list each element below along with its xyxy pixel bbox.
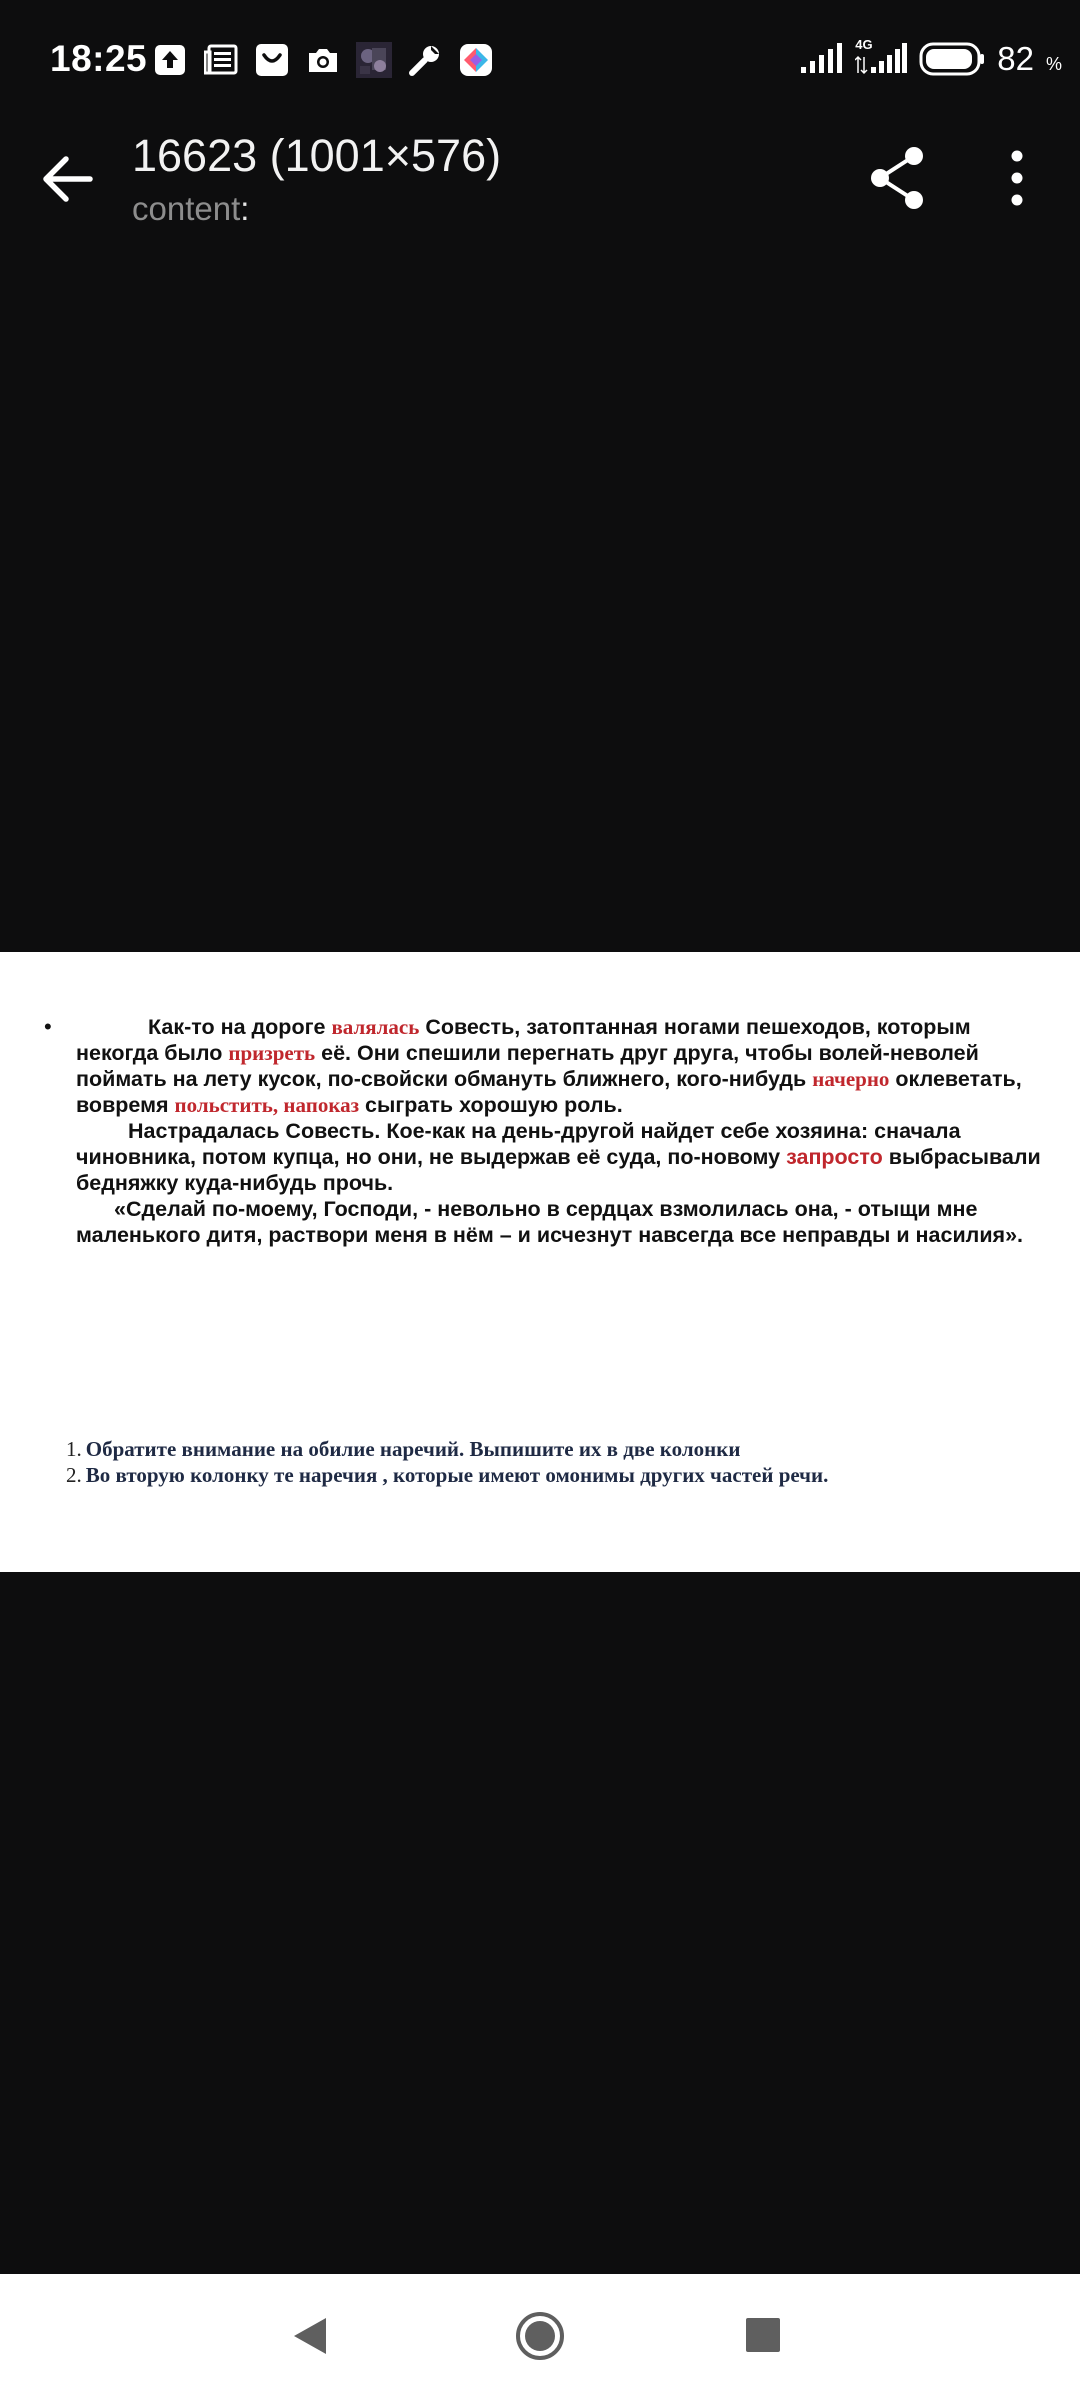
system-navigation-bar xyxy=(0,2274,1080,2400)
adverb-highlight: запросто xyxy=(786,1145,883,1169)
image-viewer-content[interactable] xyxy=(0,952,1080,1572)
upload-icon xyxy=(152,42,188,78)
status-bar xyxy=(0,0,1080,120)
camera-icon xyxy=(305,42,341,78)
adverb-highlight: валялась xyxy=(331,1015,420,1039)
circle-home-icon xyxy=(514,2310,566,2362)
clock: 18:25 xyxy=(50,38,148,79)
paragraph-1: Как-то на дороге валялась Совесть, затоптанная ногами пешеходов, которым некогда было призреть её. Они спешили перегнать друг друга, чтобы волей-неволей поймать на лету кусок, по-свойски обмануть ближнего, кого-нибудь начерно оклеветать, вовремя польстить, напоказ сыграть хорошую роль. xyxy=(76,1015,1022,1117)
nav-back-button[interactable] xyxy=(290,2314,330,2363)
more-options-button[interactable] xyxy=(1000,148,1034,208)
document-text xyxy=(76,1014,1056,1248)
app-bar xyxy=(0,120,1080,240)
signal-4g-icon: 4G xyxy=(855,41,907,77)
news-icon xyxy=(203,42,239,78)
battery-percent-sign: % xyxy=(1045,53,1062,74)
status-right xyxy=(799,37,1062,78)
image-title: 16623 (1001×576) xyxy=(132,130,502,181)
share-icon xyxy=(868,146,926,210)
wrench-icon xyxy=(407,42,443,78)
adverb-highlight: начерно xyxy=(812,1067,890,1091)
more-vert-icon xyxy=(1000,148,1034,208)
triangle-back-icon xyxy=(290,2314,330,2358)
paragraph-2: Настрадалась Совесть. Кое-как на день-другой найдет себе хозяина: сначала чиновника, потом купца, но они, не выдержав её суда, по-новому запросто выбрасывали бедняжку куда-нибудь прочь. xyxy=(76,1119,1041,1195)
task-item: 2. Во вторую колонку те наречия , которые имеют омонимы других частей речи. xyxy=(66,1463,829,1487)
image-subtitle: content: xyxy=(132,190,250,227)
adverb-highlight: напоказ xyxy=(283,1093,360,1117)
signal-icon xyxy=(799,43,843,75)
notification-icons xyxy=(152,42,494,78)
nav-home-button[interactable] xyxy=(514,2310,566,2367)
task-item: 1. Обратите внимание на обилие наречий. Выпишите их в две колонки xyxy=(66,1437,741,1461)
arrow-left-icon xyxy=(38,150,96,208)
adverb-highlight: призреть xyxy=(228,1041,316,1065)
share-button[interactable] xyxy=(868,146,926,210)
colorful-app-icon xyxy=(458,42,494,78)
nav-recents-button[interactable] xyxy=(746,2318,780,2352)
task-list xyxy=(66,1436,828,1488)
shopping-bag-icon xyxy=(254,42,290,78)
list-bullet: • xyxy=(44,1014,52,1039)
game-thumbnail-icon xyxy=(356,42,392,78)
battery-icon xyxy=(919,42,985,76)
paragraph-3: «Сделай по-моему, Господи, - невольно в сердцах взмолилась она, - отыщи мне маленького дитя, раствори меня в нём – и исчезнут навсегда все неправды и насилия». xyxy=(76,1197,1024,1247)
battery-percent: 82 xyxy=(997,40,1034,77)
back-button[interactable] xyxy=(38,150,96,208)
adverb-highlight: польстить xyxy=(174,1093,273,1117)
